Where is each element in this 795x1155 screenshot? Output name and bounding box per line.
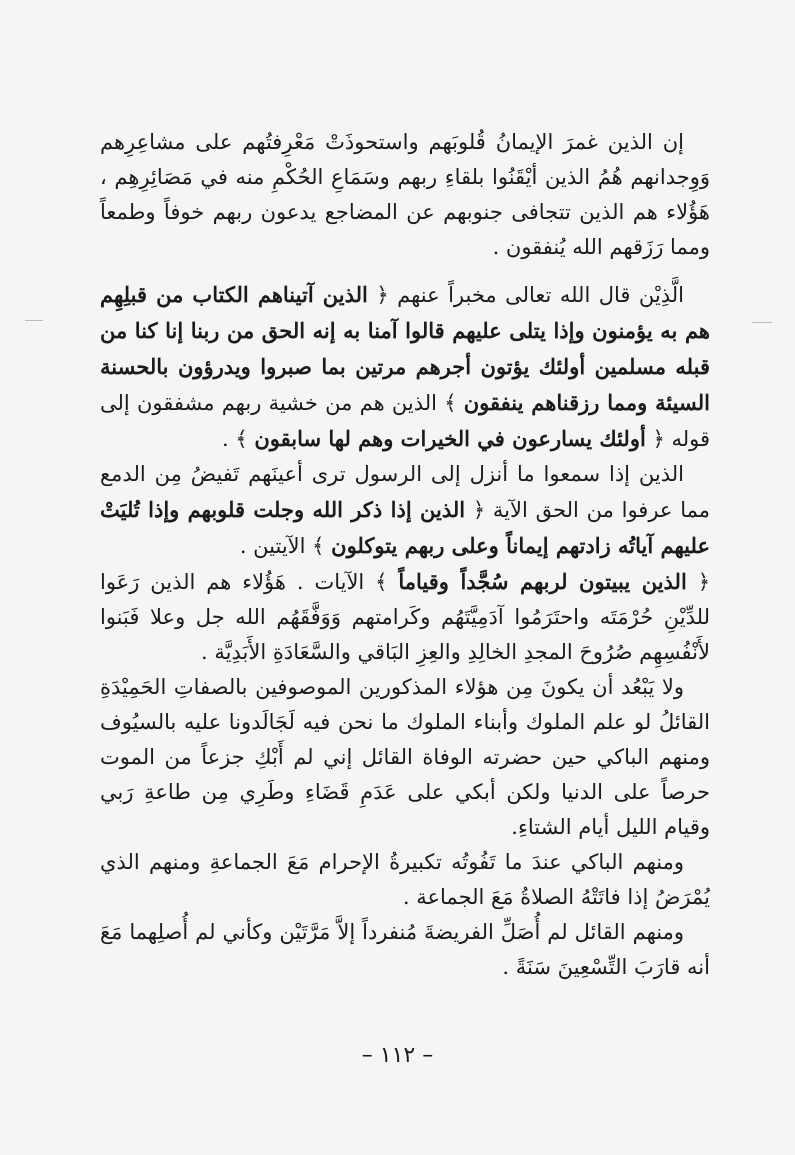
paragraph — [100, 125, 710, 265]
quran-verse-text: الذين آتيناهم الكتاب من قبلِهِم هم به يؤمنون وإذا يتلى عليهم قالوا آمنا به إنه الحق من ربنا إنا كنا من قبله مسلمين أولئك يؤتون أجرهم مرتين بما صبروا ويدرؤون بالحسنة السيئة ومما رزقناهم ينفقون — [100, 282, 711, 415]
paragraph — [100, 670, 710, 845]
paragraph-text: ومنهم القائل لم أُصَلِّ الفريضةَ مُنفرداً إلاَّ مَرَّتَيْن وكأني لم أُصلِهما مَعَ أنه قارَبَ التِّسْعِينَ سَنَةً . — [100, 920, 710, 979]
scan-speck — [752, 322, 772, 323]
paragraph-text: ومنهم الباكي عندَ ما تَفُوتُه تكبيرةُ الإحرام مَعَ الجماعةِ ومنهم الذي يُمْرَضُ إذا فاتَتْهُ الصلاةُ مَعَ الجماعة . — [100, 850, 710, 909]
paragraph-text: الذين إذا سمعوا ما أنزل إلى الرسول ترى أعينَهم تَفيضُ مِن الدمع مما عرفوا من الحق الآية ﴿ — [100, 462, 710, 522]
scan-speck — [25, 320, 43, 321]
paragraph-text: إن الذين غمرَ الإيمانُ قُلوبَهم واستحوذَتْ مَعْرِفتُهم على مشاعِرِهم وَوِجدانهم هُمُ الذين أيْقَنُوا بلقاءِ ربهم وسَمَاعِ الحُكْمِ منه في مَصَائِرِهِم ، هَؤُلاء هم الذين تتجافى جنوبهم عن المضاجع يدعون ربهم خوفاً وطمعاً ومما رَزَقهم الله يُنفقون . — [100, 130, 710, 259]
paragraph-text: ﴾ الذين هم من خشية ربهم مشفقون إلى قوله ﴿ — [100, 391, 710, 451]
quran-verse-text: الذين إذا ذكر الله وجلت قلوبهم وإذا تُليَتْ عليهم آياتُه زادتهم إيماناً وعلى ربهم يتوكلون — [100, 497, 710, 558]
paragraph-text: ﴿ — [686, 570, 711, 594]
quran-verse-text: أولئك يسارعون في الخيرات وهم لها سابقون — [254, 426, 646, 451]
paragraph-text: الَّذِيْن قال الله تعالى مخبراً عنهم ﴿ — [367, 283, 685, 307]
quran-verse-text: الذين يبيتون لربهم سُجَّداً وقياماً — [398, 569, 687, 594]
paragraph — [100, 457, 710, 564]
paragraph-text: ﴾ الآيات . هَؤُلاء هم الذين رَعَوا للدِّيْنِ حُرْمَتَه واحتَرَمُوا آدَمِيَّتَهُم وكَرامتهم وَوَفَّقَهُم الله جل وعلا فَبَنوا لأَنْفُسِهِم صُرُوحَ المجدِ الخالِدِ والعِزِ البَاقي والسَّعَادَةِ الأَبَدِيَّة . — [100, 570, 710, 664]
paragraph-text: ﴾ الآيتين . — [239, 534, 332, 558]
paragraph — [100, 915, 710, 985]
paragraph-text: ولا يَبْعُد أن يكونَ مِن هؤلاء المذكورين الموصوفين بالصفاتِ الحَمِيْدَةِ القائلُ لو علم الملوك وأبناء الملوك ما نحن فيه لَجَالَدونا عليه بالسيُوف ومنهم الباكي حين حضرته الوفاة القائل إني لم أَبْكِ جزعاً من الموت حرصاً على الدنيا ولكن أبكي على عَدَمِ قَضَاءِ وطَرِي مِن طاعةِ رَبي وقيام الليل أيام الشتاءِ. — [100, 675, 710, 839]
paragraph — [100, 845, 710, 915]
paragraph-text: ﴾ . — [222, 427, 255, 451]
paragraph — [100, 564, 710, 670]
body-text — [100, 125, 710, 985]
paragraph — [100, 277, 710, 457]
page-number: – ١١٢ – — [361, 1043, 434, 1068]
